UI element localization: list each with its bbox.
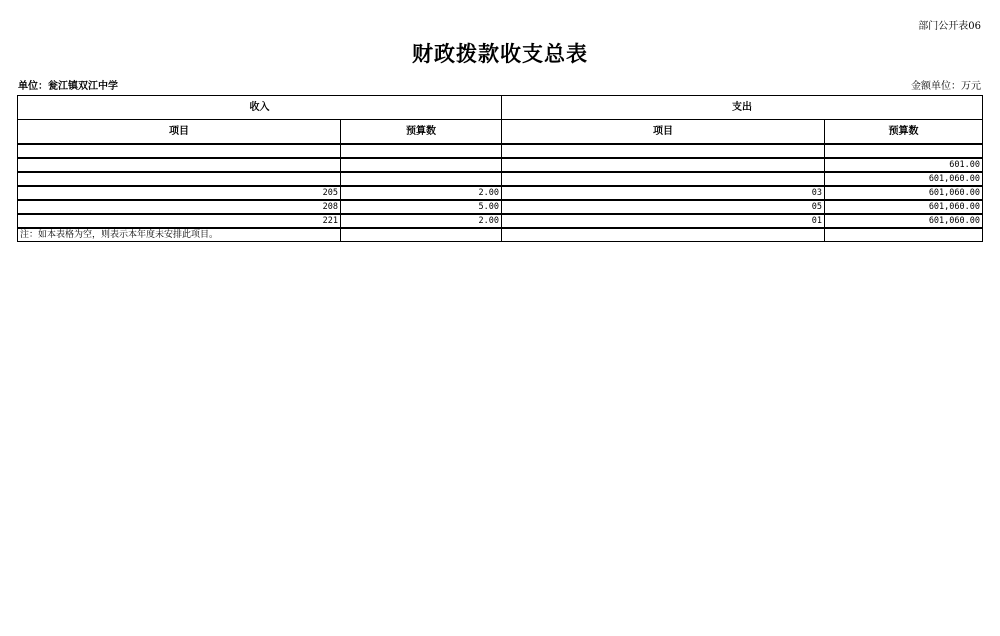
column-header-row [18,120,983,145]
expense-item-header: 项目 [502,120,825,145]
income-item-header: 项目 [18,120,341,145]
note-row [18,228,983,242]
expense-item-cell: 01 [502,214,825,228]
expense-header: 支出 [502,96,983,120]
budget-table [17,95,983,242]
income-item-cell: 205 [18,186,341,200]
income-item-cell: 221 [18,214,341,228]
expense-budget-header: 预算数 [825,120,983,145]
income-budget-cell: 2.00 [341,186,502,200]
amount-unit: 金额单位：万元 [911,81,981,92]
expense-item-cell: 03 [502,186,825,200]
expense-budget-cell: 601,060.00 [825,172,983,186]
income-budget-header: 预算数 [341,120,502,145]
empty-cell [825,228,983,242]
empty-cell [341,228,502,242]
table-row [18,200,983,214]
unit-label: 单位：瓮江镇双江中学 [18,81,118,92]
expense-item-cell [502,144,825,158]
income-item-cell [18,172,341,186]
table-row [18,186,983,200]
expense-item-cell [502,172,825,186]
income-budget-cell [341,172,502,186]
income-budget-cell [341,158,502,172]
empty-cell [502,228,825,242]
section-header-row [18,96,983,120]
income-budget-cell: 2.00 [341,214,502,228]
table-row [18,144,983,158]
income-budget-cell [341,144,502,158]
expense-budget-cell: 601,060.00 [825,214,983,228]
expense-budget-cell: 601,060.00 [825,200,983,214]
income-item-cell [18,144,341,158]
table-row [18,214,983,228]
expense-budget-cell [825,144,983,158]
income-item-cell [18,158,341,172]
table-row [18,158,983,172]
expense-item-cell: 05 [502,200,825,214]
income-budget-cell: 5.00 [341,200,502,214]
form-number: 部门公开表06 [918,21,981,32]
unit-row [18,77,981,91]
income-item-cell: 208 [18,200,341,214]
page-title: 财政拨款收支总表 [412,42,588,66]
expense-budget-cell: 601.00 [825,158,983,172]
income-header: 收入 [18,96,502,120]
expense-item-cell [502,158,825,172]
expense-budget-cell: 601,060.00 [825,186,983,200]
table-row [18,172,983,186]
note-text: 注：如本表格为空，则表示本年度未安排此项目。 [18,228,341,242]
